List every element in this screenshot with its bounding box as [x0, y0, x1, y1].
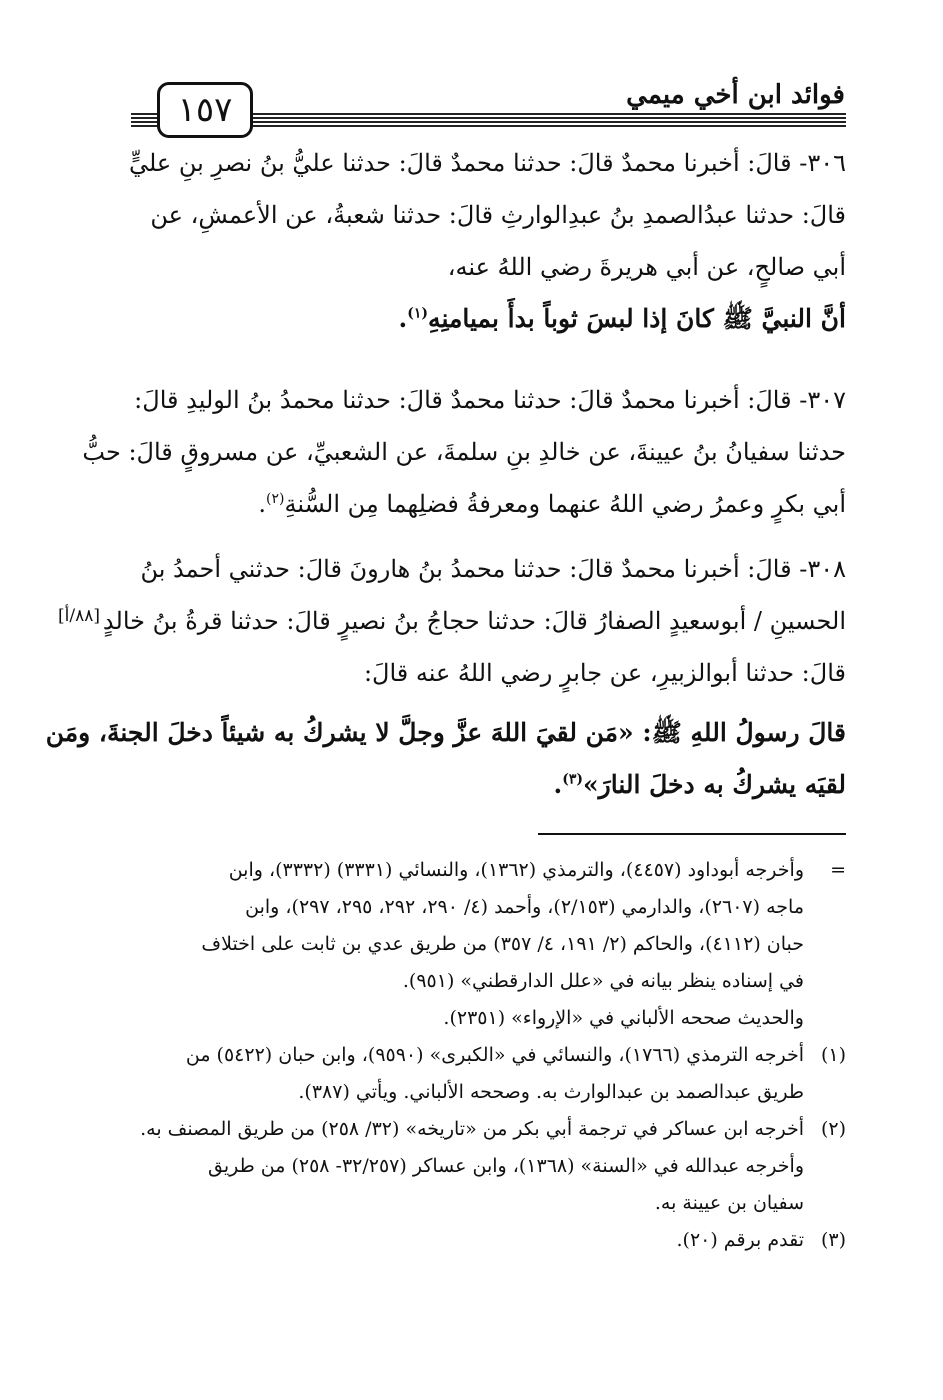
text-line: ٣٠٨- قالَ: أخبرنا محمدٌ قالَ: حدثنا محمدُ بنُ هارونَ قالَ: حدثني أحمدُ بنُ [140, 555, 846, 583]
footnote-ref: (٢) [266, 491, 285, 507]
hadith-text: أنَّ النبيَّ ﷺ كانَ إذا لبسَ ثوباً بدأَ بميامنِهِ$^{(١)}$. [398, 304, 846, 333]
footnote-text: والحديث صححه الألباني في «الإرواء» (٢٣٥١). [443, 1007, 804, 1029]
text-line: أبي بكرٍ وعمرُ رضي اللهُ عنهما ومعرفةُ فضلِهما مِن السُّنةِ$^{(٢)}$. [258, 490, 846, 518]
footnote-1 [130, 1037, 846, 1111]
footnote-ref: (١) [407, 305, 429, 322]
hadith-text: قالَ رسولُ اللهِ ﷺ: «مَن لقيَ اللهَ عزَّ وجلَّ لا يشركُ به شيئاً دخلَ الجنةَ، ومَن [45, 718, 846, 747]
footnote-continued [130, 852, 846, 1037]
text-line: ٣٠٧- قالَ: أخبرنا محمدٌ قالَ: حدثنا محمدٌ قالَ: حدثنا محمدُ بنُ الوليدِ قالَ: [134, 386, 846, 414]
footnote-mark: (١) [820, 1044, 846, 1066]
paragraph-307 [82, 374, 846, 530]
hadith-text: لقيَه يشركُ به دخلَ النارَ»$^{(٣)}$. [553, 770, 846, 799]
page-number [157, 82, 253, 138]
footnote-mark: (٢) [820, 1118, 846, 1140]
footnote-2 [130, 1111, 846, 1222]
footnote-mark: = [830, 859, 846, 881]
footnote-mark: (٣) [820, 1229, 846, 1251]
footnote-text: أخرجه الترمذي (١٧٦٦)، والنسائي في «الكبرى» (٩٥٩٠)، وابن حبان (٥٤٢٢) من [185, 1044, 804, 1066]
footnote-separator [538, 833, 846, 835]
text-line: ٣٠٦- قالَ: أخبرنا محمدٌ قالَ: حدثنا محمدٌ قالَ: حدثنا عليُّ بنُ نصرِ بنِ عليٍّ [128, 149, 846, 177]
paragraph-306 [130, 137, 846, 345]
page-number-text: ١٥٧ [177, 90, 233, 130]
footnote-text: وأخرجه عبدالله في «السنة» (١٣٦٨)، وابن عساكر (٣٢/٢٥٧- ٢٥٨) من طريق [207, 1155, 804, 1177]
footnote-3 [130, 1222, 846, 1259]
footnotes [130, 852, 846, 1259]
footnote-text: أخرجه ابن عساكر في ترجمة أبي بكر من «تاريخه» (٣٢/ ٢٥٨) من طريق المصنف به. [140, 1118, 804, 1140]
text-line: أبي صالحٍ، عن أبي هريرةَ رضي اللهُ عنه، [447, 253, 846, 281]
text-line: قالَ: حدثنا عبدُالصمدِ بنُ عبدِالوارثِ قالَ: حدثنا شعبةُ، عن الأعمشِ، عن [150, 201, 846, 229]
footnote-text: حبان (٤١١٢)، والحاكم (٢/ ١٩١، ٤/ ٣٥٧) من طريق عدي بن ثابت على اختلاف [201, 933, 804, 955]
manuscript-folio-note: [٨٨/أ] [58, 606, 100, 626]
footnote-text: سفيان بن عيينة به. [654, 1192, 804, 1214]
text-line: قالَ: حدثنا أبوالزبيرِ، عن جابرٍ رضي اللهُ عنه قالَ: [363, 659, 846, 687]
text-line: حدثنا سفيانُ بنُ عيينةَ، عن خالدِ بنِ سلمةَ، عن الشعبيِّ، عن مسروقٍ قالَ: حبُّ [82, 438, 846, 466]
footnote-text: تقدم برقم (٢٠). [676, 1229, 804, 1251]
footnote-text: وأخرجه أبوداود (٤٤٥٧)، والترمذي (١٣٦٢)، والنسائي (٣٣٣١) (٣٣٣٢)، وابن [228, 859, 804, 881]
footnote-text: في إسناده ينظر بيانه في «علل الدارقطني» (٩٥١). [402, 970, 804, 992]
footnote-ref: (٣) [562, 771, 583, 788]
footnote-text: ماجه (٢٦٠٧)، والدارمي (٢/١٥٣)، وأحمد (٤/ ٢٩٠، ٢٩٢، ٢٩٥، ٢٩٧)، وابن [245, 896, 804, 918]
running-title: فوائد ابن أخي ميمي [626, 80, 845, 110]
footnote-text: طريق عبدالصمد بن عبدالوارث به. وصححه الألباني. ويأتي (٣٨٧). [298, 1081, 804, 1103]
text-line: الحسينِ / أبوسعيدٍ الصفارُ قالَ: حدثنا حجاجُ بنُ نصيرٍ قالَ: حدثنا قرةُ بنُ خالدٍ [102, 607, 846, 635]
